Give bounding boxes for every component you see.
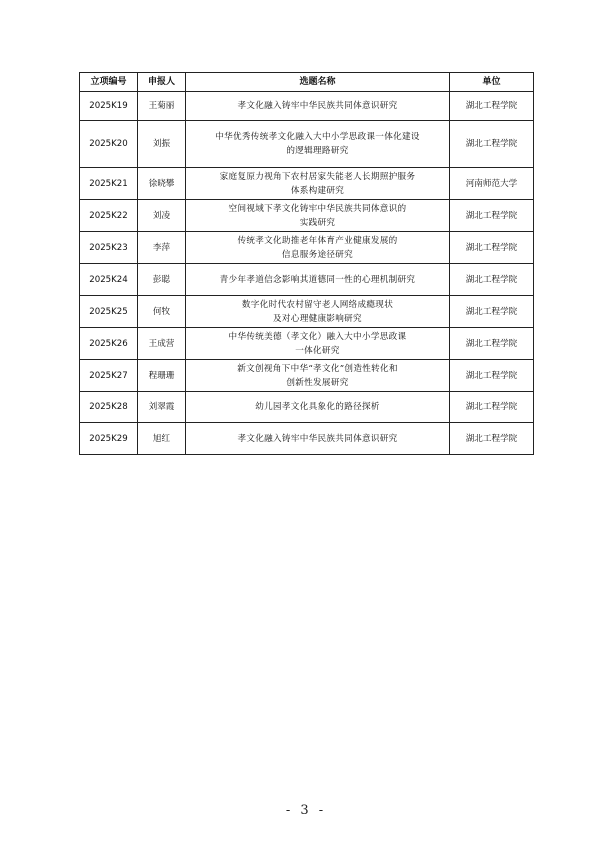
cell-unit: 湖北工程学院 <box>450 264 534 296</box>
table-row <box>80 168 534 200</box>
title-line: 一体化研究 <box>295 345 340 356</box>
title-line: 中华优秀传统孝文化融入大中小学思政课一体化建设 <box>215 132 420 142</box>
cell-title <box>186 392 450 423</box>
cell-applicant: 刘振 <box>138 121 186 168</box>
cell-code: 2025K24 <box>80 264 138 296</box>
cell-unit: 河南师范大学 <box>450 168 534 200</box>
table-row <box>80 121 534 168</box>
cell-applicant: 李萍 <box>138 232 186 264</box>
cell-applicant: 程珊珊 <box>138 360 186 392</box>
title-line: 新文创视角下中华“孝文化”创造性转化和 <box>237 363 398 374</box>
title-line: 的逻辑理路研究 <box>286 146 349 156</box>
cell-title <box>186 296 450 328</box>
header-title: 选题名称 <box>186 73 450 92</box>
cell-title <box>186 264 450 296</box>
cell-title <box>186 92 450 121</box>
title-line: 信息服务途径研究 <box>281 249 354 260</box>
title-line: 及对心理健康影响研究 <box>273 313 362 324</box>
title-line: 中华传统美德（孝文化）融入大中小学思政课 <box>228 331 407 342</box>
cell-unit: 湖北工程学院 <box>450 360 534 392</box>
cell-title <box>186 360 450 392</box>
title-line: 体系构建研究 <box>290 185 345 196</box>
cell-code: 2025K19 <box>80 92 138 121</box>
cell-title <box>186 423 450 455</box>
cell-code: 2025K26 <box>80 328 138 360</box>
cell-unit: 湖北工程学院 <box>450 200 534 232</box>
title-line: 幼儿园孝文化具象化的路径探析 <box>255 402 380 412</box>
title-line: 空间视域下孝文化铸牢中华民族共同体意识的 <box>228 203 407 214</box>
cell-code: 2025K27 <box>80 360 138 392</box>
title-line: 实践研究 <box>299 217 336 228</box>
cell-applicant: 刘翠霞 <box>138 392 186 423</box>
table-row <box>80 392 534 423</box>
title-line: 数字化时代农村留守老人网络成瘾现状 <box>241 299 394 310</box>
cell-title <box>186 121 450 168</box>
cell-title <box>186 232 450 264</box>
cell-title <box>186 168 450 200</box>
title-line: 青少年孝道信念影响其道德同一性的心理机制研究 <box>219 274 416 285</box>
title-line: 传统孝文化助推老年体育产业健康发展的 <box>237 235 398 246</box>
table-row <box>80 92 534 121</box>
header-code: 立项编号 <box>80 73 138 92</box>
cell-applicant: 何牧 <box>138 296 186 328</box>
cell-code: 2025K20 <box>80 121 138 168</box>
cell-applicant: 徐晓攀 <box>138 168 186 200</box>
cell-code: 2025K29 <box>80 423 138 455</box>
cell-code: 2025K21 <box>80 168 138 200</box>
cell-unit: 湖北工程学院 <box>450 121 534 168</box>
cell-unit: 湖北工程学院 <box>450 328 534 360</box>
title-line: 孝文化融入铸牢中华民族共同体意识研究 <box>237 101 398 111</box>
cell-unit: 湖北工程学院 <box>450 392 534 423</box>
title-line: 创新性发展研究 <box>286 377 349 388</box>
table-row <box>80 296 534 328</box>
cell-title <box>186 200 450 232</box>
cell-code: 2025K25 <box>80 296 138 328</box>
cell-applicant: 刘凌 <box>138 200 186 232</box>
cell-code: 2025K28 <box>80 392 138 423</box>
cell-unit: 湖北工程学院 <box>450 92 534 121</box>
cell-applicant: 王成营 <box>138 328 186 360</box>
title-line: 家庭复原力视角下农村居家失能老人长期照护服务 <box>219 171 416 182</box>
cell-unit: 湖北工程学院 <box>450 232 534 264</box>
header-applicant: 申报人 <box>138 73 186 92</box>
header-unit: 单位 <box>450 73 534 92</box>
cell-unit: 湖北工程学院 <box>450 296 534 328</box>
cell-applicant: 彭聪 <box>138 264 186 296</box>
cell-title <box>186 328 450 360</box>
table-header-row <box>80 73 534 92</box>
cell-code: 2025K23 <box>80 232 138 264</box>
cell-applicant: 旭红 <box>138 423 186 455</box>
page-number: - 3 - <box>285 803 327 818</box>
table-row <box>80 200 534 232</box>
table-row <box>80 360 534 392</box>
cell-applicant: 王菊丽 <box>138 92 186 121</box>
title-line: 孝文化融入铸牢中华民族共同体意识研究 <box>237 433 398 444</box>
table-row <box>80 264 534 296</box>
cell-unit: 湖北工程学院 <box>450 423 534 455</box>
cell-code: 2025K22 <box>80 200 138 232</box>
table-row <box>80 328 534 360</box>
project-table <box>79 72 534 455</box>
table-body <box>80 92 534 455</box>
table-row <box>80 423 534 455</box>
table-row <box>80 232 534 264</box>
